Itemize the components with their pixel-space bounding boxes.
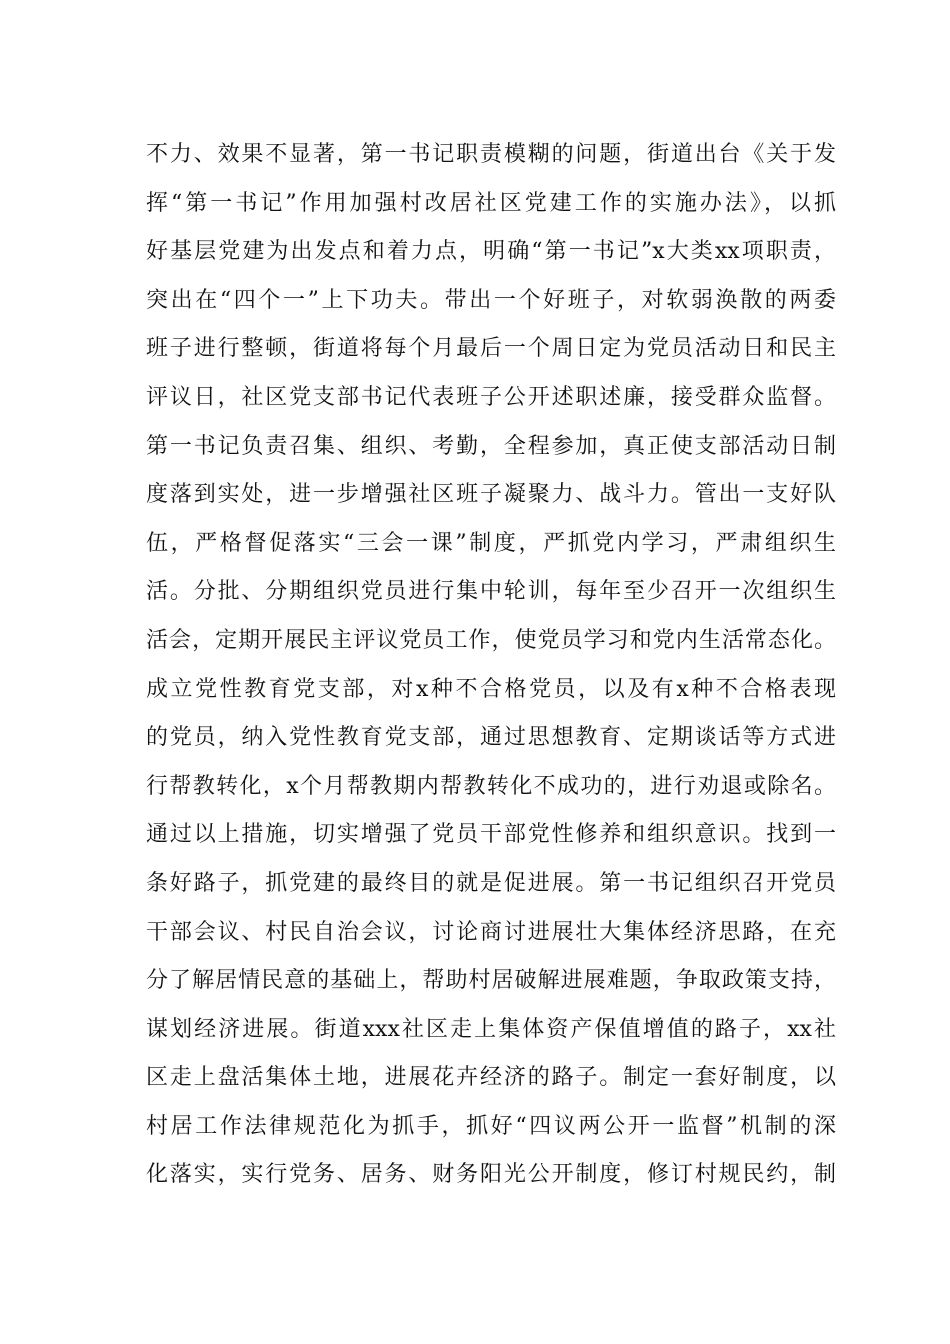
text-line: 成立党性教育党支部，对x种不合格党员，以及有x种不合格表现 (146, 676, 836, 702)
text-line: 评议日，社区党支部书记代表班子公开述职述廉，接受群众监督。 (146, 384, 836, 410)
text-line: 度落到实处，进一步增强社区班子凝聚力、战斗力。管出一支好队 (146, 482, 836, 508)
text-line: 区走上盘活集体土地，进展花卉经济的路子。制定一套好制度，以 (146, 1065, 836, 1091)
text-line: 行帮教转化，x个月帮教期内帮教转化不成功的，进行劝退或除名。 (146, 773, 836, 799)
text-line: 谋划经济进展。街道xxx社区走上集体资产保值增值的路子，xx社 (146, 1016, 836, 1042)
text-line: 条好路子，抓党建的最终目的就是促进展。第一书记组织召开党员 (146, 870, 836, 896)
text-line: 伍，严格督促落实“三会一课”制度，严抓党内学习，严肃组织生 (146, 530, 836, 556)
text-line: 班子进行整顿，街道将每个月最后一个周日定为党员活动日和民主 (146, 336, 836, 362)
body-paragraph (146, 131, 836, 1200)
text-line: 通过以上措施，切实增强了党员干部党性修养和组织意识。找到一 (146, 822, 836, 848)
text-line: 突出在“四个一”上下功夫。带出一个好班子，对软弱涣散的两委 (146, 287, 836, 313)
text-line: 不力、效果不显著，第一书记职责模糊的问题，街道出台《关于发 (146, 142, 836, 167)
text-line: 第一书记负责召集、组织、考勤，全程参加，真正使支部活动日制 (146, 433, 836, 459)
text-line: 挥“第一书记”作用加强村改居社区党建工作的实施办法》，以抓 (146, 190, 836, 216)
text-line: 分了解居情民意的基础上，帮助村居破解进展难题，争取政策支持， (146, 968, 836, 994)
text-line: 的党员，纳入党性教育党支部，通过思想教育、定期谈话等方式进 (146, 725, 836, 751)
text-line: 干部会议、村民自治会议，讨论商讨进展壮大集体经济思路，在充 (146, 919, 836, 945)
text-line: 村居工作法律规范化为抓手，抓好“四议两公开一监督”机制的深 (146, 1113, 836, 1139)
text-line: 活会，定期开展民主评议党员工作，使党员学习和党内生活常态化。 (146, 627, 836, 653)
text-line: 好基层党建为出发点和着力点，明确“第一书记”x大类xx项职责， (146, 239, 836, 265)
text-line: 活。分批、分期组织党员进行集中轮训，每年至少召开一次组织生 (146, 579, 836, 605)
text-line: 化落实，实行党务、居务、财务阳光公开制度，修订村规民约，制 (146, 1162, 836, 1188)
